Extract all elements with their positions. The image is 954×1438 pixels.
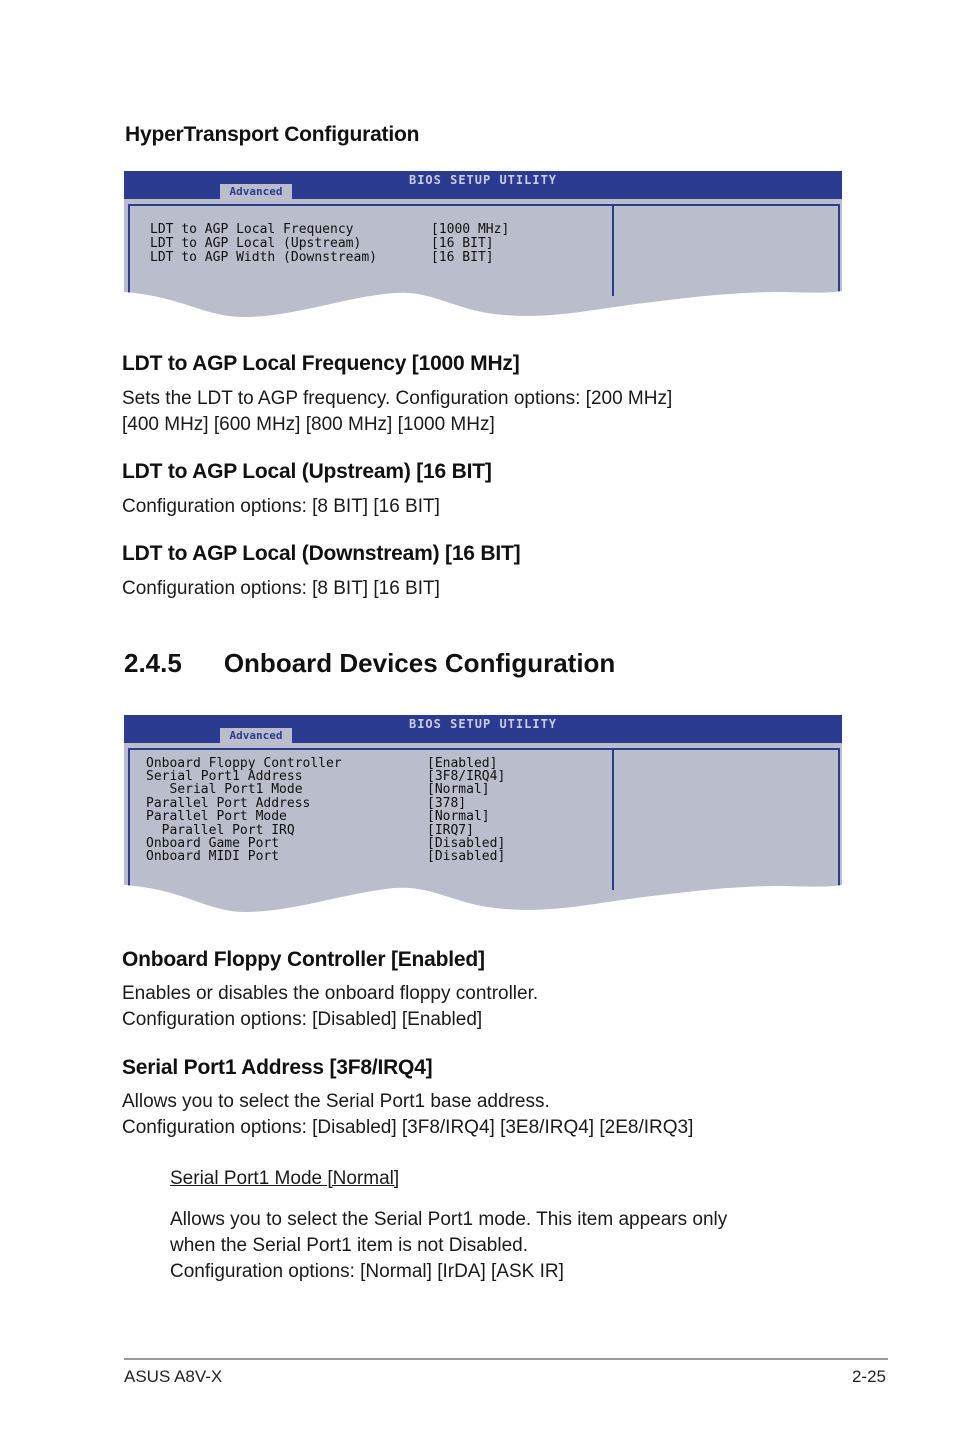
bios-help-pane <box>612 748 840 890</box>
bios-help-pane <box>612 204 840 296</box>
item-heading-serial-address: Serial Port1 Address [3F8/IRQ4] <box>122 1056 433 1079</box>
bios-row: Parallel Port IRQ [IRQ7] <box>146 823 474 838</box>
bios-row: Onboard MIDI Port [Disabled] <box>146 849 506 864</box>
item-desc-serial-address: Allows you to select the Serial Port1 base address. Configuration options: [Disabled] [3F8/IRQ4] [3E8/IRQ4] [2E8/IRQ3] <box>122 1091 694 1138</box>
bios-left-pane <box>128 748 614 890</box>
footer-rule <box>124 1358 888 1360</box>
bios-title: BIOS SETUP UTILITY <box>408 717 558 731</box>
bios-torn-edge <box>124 883 842 915</box>
bios-screenshot-hypertransport <box>124 171 842 321</box>
item-heading-ldt-downstream: LDT to AGP Local (Downstream) [16 BIT] <box>122 542 521 565</box>
bios-row: LDT to AGP Width (Downstream) [16 BIT] <box>150 250 494 265</box>
item-desc-floppy: Enables or disables the onboard floppy controller. Configuration options: [Disabled] [Enabled] <box>122 983 539 1030</box>
bios-torn-edge <box>124 289 842 321</box>
bios-row: LDT to AGP Local (Upstream) [16 BIT] <box>150 236 494 251</box>
bios-row: Onboard Game Port [Disabled] <box>146 836 506 851</box>
bios-row: Onboard Floppy Controller [Enabled] <box>146 756 498 771</box>
bios-row: Serial Port1 Address [3F8/IRQ4] <box>146 769 506 784</box>
footer-page-number: 2-25 <box>851 1367 886 1386</box>
item-desc-ldt-upstream: Configuration options: [8 BIT] [16 BIT] <box>122 496 440 517</box>
subitem-desc-serial-mode: Allows you to select the Serial Port1 mode. This item appears only when the Serial Port1 item is not Disabled. Configuration options: [Normal] [IrDA] [ASK IR] <box>170 1209 728 1282</box>
item-desc-ldt-frequency: Sets the LDT to AGP frequency. Configuration options: [200 MHz] [400 MHz] [600 MHz] [800 MHz] [1000 MHz] <box>122 388 673 435</box>
section-heading <box>124 648 615 679</box>
hypertransport-heading: HyperTransport Configuration <box>125 123 420 146</box>
bios-row: LDT to AGP Local Frequency [1000 MHz] <box>150 222 510 237</box>
bios-row: Serial Port1 Mode [Normal] <box>146 782 490 797</box>
bios-tab-advanced: Advanced <box>220 184 292 199</box>
bios-screenshot-onboard-devices <box>124 715 842 915</box>
item-heading-ldt-frequency: LDT to AGP Local Frequency [1000 MHz] <box>122 352 520 375</box>
bios-row: Parallel Port Mode [Normal] <box>146 809 490 824</box>
item-heading-ldt-upstream: LDT to AGP Local (Upstream) [16 BIT] <box>122 460 492 483</box>
footer-model: ASUS A8V-X <box>124 1367 223 1386</box>
bios-tab-advanced: Advanced <box>220 728 292 743</box>
item-heading-floppy: Onboard Floppy Controller [Enabled] <box>122 948 485 971</box>
bios-row: Parallel Port Address [378] <box>146 796 467 811</box>
subitem-heading-serial-mode: Serial Port1 Mode [Normal] <box>170 1168 400 1189</box>
bios-title: BIOS SETUP UTILITY <box>408 173 558 187</box>
section-number: 2.4.5 <box>124 648 182 678</box>
item-desc-ldt-downstream: Configuration options: [8 BIT] [16 BIT] <box>122 578 440 599</box>
bios-left-pane <box>128 204 614 296</box>
section-title: Onboard Devices Configuration <box>223 648 616 678</box>
